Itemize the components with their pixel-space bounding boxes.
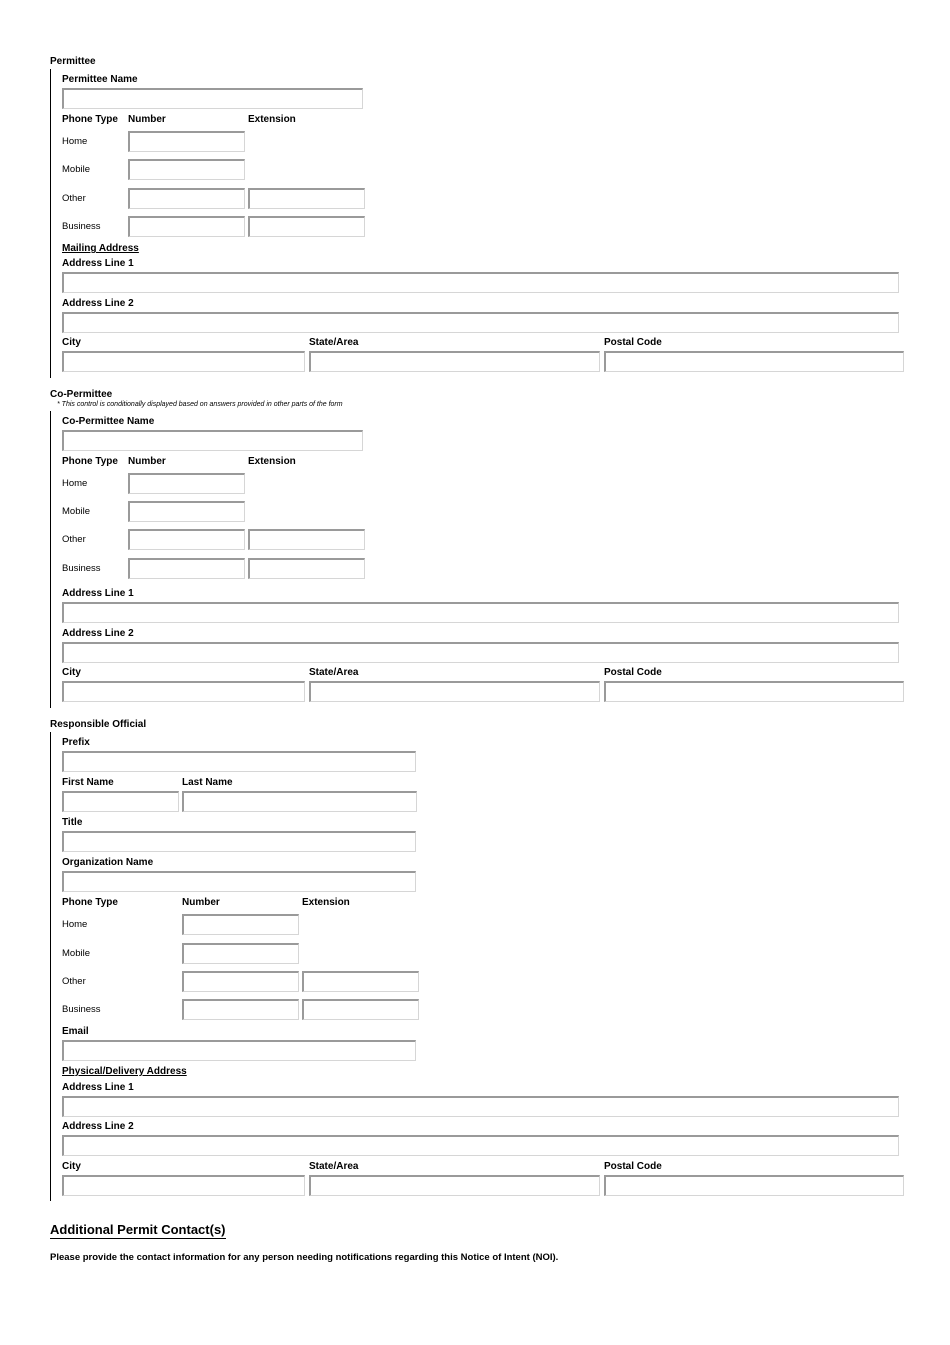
permittee-address-line1-input[interactable]: [62, 272, 899, 293]
ro-phone-home-label: Home: [62, 919, 88, 930]
co-permittee-postal-input[interactable]: [604, 681, 904, 702]
co-permittee-section-title: Co-Permittee: [50, 389, 113, 400]
ro-address-line2-label: Address Line 2: [62, 1121, 134, 1132]
co-permittee-state-input[interactable]: [309, 681, 600, 702]
co-permittee-phone-home-number-input[interactable]: [128, 473, 245, 494]
permittee-phone-other-extension-input[interactable]: [248, 188, 365, 209]
co-permittee-phone-type-header: Phone Type: [62, 456, 118, 467]
co-permittee-address-line1-input[interactable]: [62, 602, 899, 623]
ro-prefix-label: Prefix: [62, 737, 90, 748]
ro-title-label: Title: [62, 817, 83, 828]
ro-phone-business-extension-input[interactable]: [302, 999, 419, 1020]
ro-phone-mobile-label: Mobile: [62, 948, 90, 959]
permittee-phone-number-header: Number: [128, 114, 166, 125]
permittee-city-input[interactable]: [62, 351, 305, 372]
ro-last-name-input[interactable]: [182, 791, 417, 812]
permittee-phone-other-label: Other: [62, 193, 86, 204]
ro-prefix-input[interactable]: [62, 751, 416, 772]
ro-phone-type-header: Phone Type: [62, 897, 118, 908]
permittee-address-line1-label: Address Line 1: [62, 258, 134, 269]
permittee-postal-label: Postal Code: [604, 337, 662, 348]
co-permittee-phone-extension-header: Extension: [248, 456, 296, 467]
permittee-state-input[interactable]: [309, 351, 600, 372]
co-permittee-address-line1-label: Address Line 1: [62, 588, 134, 599]
permittee-name-label: Permittee Name: [62, 74, 138, 85]
co-permittee-address-line2-input[interactable]: [62, 642, 899, 663]
ro-title-input[interactable]: [62, 831, 416, 852]
ro-first-name-label: First Name: [62, 777, 114, 788]
co-permittee-phone-mobile-number-input[interactable]: [128, 501, 245, 522]
co-permittee-phone-number-header: Number: [128, 456, 166, 467]
ro-phone-business-number-input[interactable]: [182, 999, 299, 1020]
permittee-phone-business-number-input[interactable]: [128, 216, 245, 237]
ro-phone-home-number-input[interactable]: [182, 914, 299, 935]
co-permittee-conditional-note: * This control is conditionally displayed based on answers provided in other parts of the form: [57, 401, 343, 408]
responsible-official-section-title: Responsible Official: [50, 719, 147, 730]
co-permittee-phone-other-extension-input[interactable]: [248, 529, 365, 550]
co-permittee-address-line2-label: Address Line 2: [62, 628, 134, 639]
ro-postal-input[interactable]: [604, 1175, 904, 1196]
co-permittee-postal-label: Postal Code: [604, 667, 662, 678]
ro-city-label: City: [62, 1161, 81, 1172]
permittee-phone-business-label: Business: [62, 221, 101, 232]
ro-email-label: Email: [62, 1026, 89, 1037]
permittee-phone-type-header: Phone Type: [62, 114, 118, 125]
permittee-address-line2-label: Address Line 2: [62, 298, 134, 309]
ro-city-input[interactable]: [62, 1175, 305, 1196]
co-permittee-phone-mobile-label: Mobile: [62, 506, 90, 517]
co-permittee-phone-business-label: Business: [62, 563, 101, 574]
ro-address-line1-input[interactable]: [62, 1096, 899, 1117]
permittee-phone-home-number-input[interactable]: [128, 131, 245, 152]
permittee-phone-mobile-label: Mobile: [62, 164, 90, 175]
permittee-section-title: Permittee: [50, 56, 96, 67]
ro-phone-other-label: Other: [62, 976, 86, 987]
ro-state-input[interactable]: [309, 1175, 600, 1196]
ro-state-label: State/Area: [309, 1161, 359, 1172]
co-permittee-phone-other-label: Other: [62, 534, 86, 545]
permittee-phone-mobile-number-input[interactable]: [128, 159, 245, 180]
permittee-city-label: City: [62, 337, 81, 348]
co-permittee-name-input[interactable]: [62, 430, 363, 451]
permittee-phone-home-label: Home: [62, 136, 88, 147]
permittee-phone-business-extension-input[interactable]: [248, 216, 365, 237]
ro-phone-business-label: Business: [62, 1004, 101, 1015]
co-permittee-phone-home-label: Home: [62, 478, 88, 489]
co-permittee-phone-business-extension-input[interactable]: [248, 558, 365, 579]
co-permittee-city-input[interactable]: [62, 681, 305, 702]
permittee-phone-other-number-input[interactable]: [128, 188, 245, 209]
co-permittee-state-label: State/Area: [309, 667, 359, 678]
ro-physical-address-heading: Physical/Delivery Address: [62, 1066, 187, 1077]
ro-last-name-label: Last Name: [182, 777, 233, 788]
ro-first-name-input[interactable]: [62, 791, 179, 812]
co-permittee-section-rule: [50, 411, 51, 708]
additional-contacts-description: Please provide the contact information for any person needing notifications regarding this Notice of Intent (NOI).: [50, 1252, 559, 1263]
ro-address-line1-label: Address Line 1: [62, 1082, 134, 1093]
permittee-phone-extension-header: Extension: [248, 114, 296, 125]
permittee-state-label: State/Area: [309, 337, 359, 348]
ro-email-input[interactable]: [62, 1040, 416, 1061]
additional-contacts-heading: Additional Permit Contact(s): [50, 1222, 226, 1237]
ro-organization-input[interactable]: [62, 871, 416, 892]
ro-phone-number-header: Number: [182, 897, 220, 908]
permittee-mailing-address-heading: Mailing Address: [62, 243, 139, 254]
co-permittee-city-label: City: [62, 667, 81, 678]
co-permittee-name-label: Co-Permittee Name: [62, 416, 155, 427]
ro-phone-mobile-number-input[interactable]: [182, 943, 299, 964]
ro-phone-extension-header: Extension: [302, 897, 350, 908]
ro-organization-label: Organization Name: [62, 857, 154, 868]
permittee-name-input[interactable]: [62, 88, 363, 109]
permittee-address-line2-input[interactable]: [62, 312, 899, 333]
ro-phone-other-extension-input[interactable]: [302, 971, 419, 992]
co-permittee-phone-business-number-input[interactable]: [128, 558, 245, 579]
ro-phone-other-number-input[interactable]: [182, 971, 299, 992]
co-permittee-phone-other-number-input[interactable]: [128, 529, 245, 550]
responsible-official-section-rule: [50, 732, 51, 1201]
permittee-postal-input[interactable]: [604, 351, 904, 372]
permittee-section-rule: [50, 69, 51, 378]
ro-address-line2-input[interactable]: [62, 1135, 899, 1156]
ro-postal-label: Postal Code: [604, 1161, 662, 1172]
